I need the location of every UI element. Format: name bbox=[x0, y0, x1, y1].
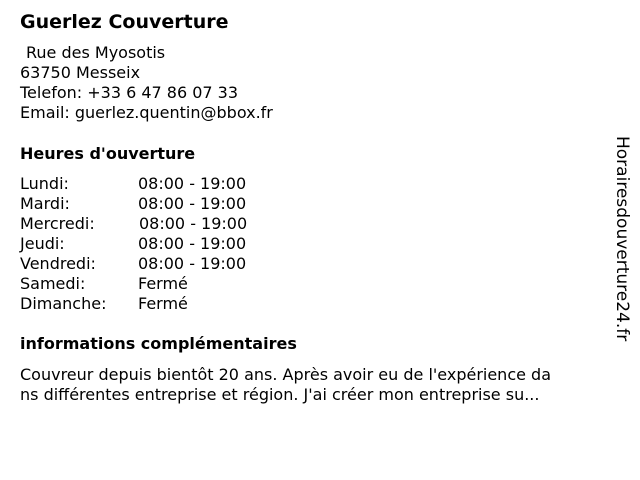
day-label: Mercredi: bbox=[20, 214, 95, 233]
hours-table bbox=[20, 174, 300, 314]
hours-row-friday bbox=[20, 254, 300, 274]
hours-row-monday bbox=[20, 174, 300, 194]
time-value: Fermé bbox=[138, 274, 188, 293]
business-description bbox=[20, 365, 610, 405]
address-block bbox=[20, 43, 273, 123]
time-value: 08:00 - 19:00 bbox=[138, 234, 247, 253]
day-label: Samedi: bbox=[20, 274, 86, 293]
hours-row-thursday bbox=[20, 234, 300, 254]
city-line: 63750 Messeix bbox=[20, 63, 141, 82]
time-value: Fermé bbox=[138, 294, 188, 313]
description-line: Couvreur depuis bientôt 20 ans. Après avoir eu de l'expérience da bbox=[20, 365, 552, 384]
time-value: 08:00 - 19:00 bbox=[138, 174, 247, 193]
email-line: Email: guerlez.quentin@bbox.fr bbox=[20, 103, 273, 122]
info-heading: informations complémentaires bbox=[20, 334, 297, 353]
time-value: 08:00 - 19:00 bbox=[138, 194, 247, 213]
time-value: 08:00 - 19:00 bbox=[139, 214, 248, 233]
day-label: Dimanche: bbox=[20, 294, 107, 313]
site-watermark: Horairesdouverture24.fr bbox=[612, 136, 632, 342]
hours-row-wednesday bbox=[20, 214, 300, 234]
hours-row-sunday bbox=[20, 294, 300, 314]
day-label: Vendredi: bbox=[20, 254, 96, 273]
hours-row-saturday bbox=[20, 274, 300, 294]
business-name: Guerlez Couverture bbox=[20, 11, 229, 33]
time-value: 08:00 - 19:00 bbox=[138, 254, 247, 273]
description-line: ns différentes entreprise et région. J'ai créer mon entreprise su... bbox=[20, 385, 540, 404]
hours-row-tuesday bbox=[20, 194, 300, 214]
day-label: Jeudi: bbox=[20, 234, 65, 253]
hours-heading: Heures d'ouverture bbox=[20, 144, 196, 163]
day-label: Lundi: bbox=[20, 174, 69, 193]
phone-line: Telefon: +33 6 47 86 07 33 bbox=[20, 83, 239, 102]
day-label: Mardi: bbox=[20, 194, 70, 213]
street-address: Rue des Myosotis bbox=[26, 43, 166, 62]
